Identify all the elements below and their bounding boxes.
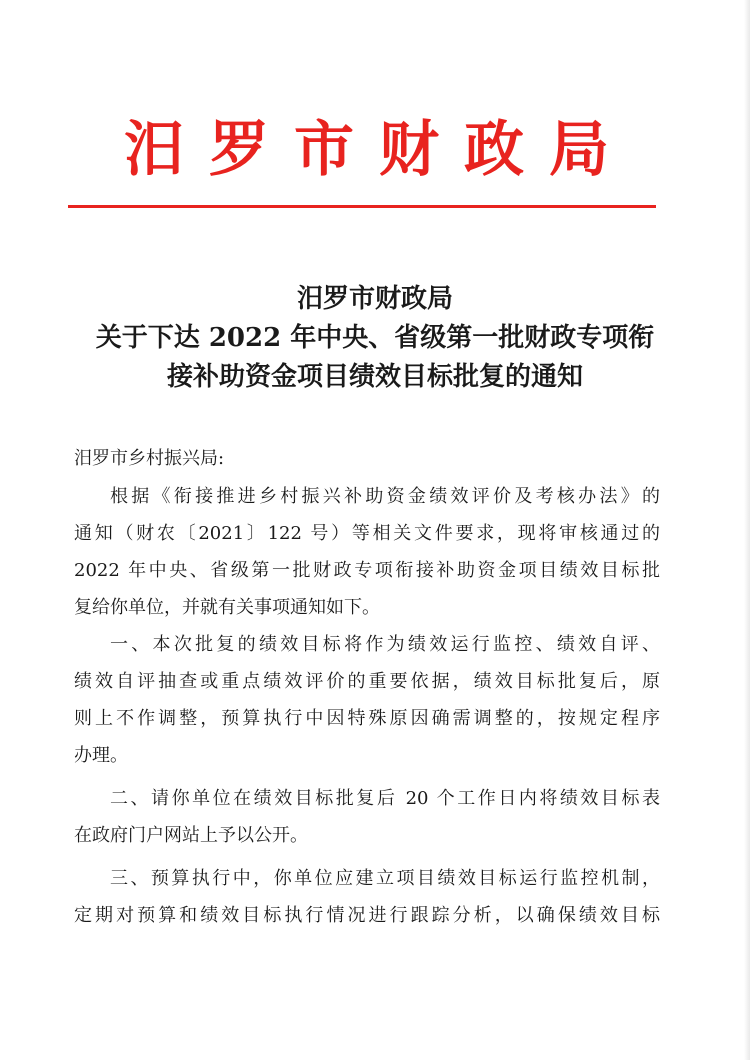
body-line: 绩效自评抽查或重点绩效评价的重要依据，绩效目标批复后，原 xyxy=(74,671,660,692)
document-body xyxy=(74,482,660,938)
document-title xyxy=(40,280,710,397)
body-line: 在政府门户网站上予以公开。 xyxy=(74,825,308,846)
body-line: 通知（财农〔2021〕122 号）等相关文件要求，现将审核通过的 xyxy=(74,523,660,544)
body-line: 复给你单位，并就有关事项通知如下。 xyxy=(74,597,380,618)
letterhead-red-rule xyxy=(68,205,656,208)
addressee: 汨罗市乡村振兴局: xyxy=(74,448,225,469)
body-line: 定期对预算和绩效目标执行情况进行跟踪分析，以确保绩效目标 xyxy=(74,905,660,926)
body-line: 一、本次批复的绩效目标将作为绩效运行监控、绩效自评、 xyxy=(110,634,660,655)
body-line: 三、预算执行中，你单位应建立项目绩效目标运行监控机制， xyxy=(110,868,660,889)
body-line: 二、请你单位在绩效目标批复后 20 个工作日内将绩效目标表 xyxy=(110,788,660,809)
body-line: 办理。 xyxy=(74,745,128,766)
body-line: 根据《衔接推进乡村振兴补助资金绩效评价及考核办法》的 xyxy=(110,486,660,507)
title-line-subject-cont: 接补助资金项目绩效目标批复的通知 xyxy=(166,362,583,392)
body-line: 2022 年中央、省级第一批财政专项衔接补助资金项目绩效目标批 xyxy=(74,560,660,581)
body-line: 则上不作调整，预算执行中因特殊原因确需调整的，按规定程序 xyxy=(74,708,660,729)
title-line-issuer: 汨罗市财政局 xyxy=(296,284,453,314)
title-line-subject: 关于下达 2022 年中央、省级第一批财政专项衔 xyxy=(95,323,655,353)
letterhead-title: 汨罗市财政局 xyxy=(124,115,634,185)
